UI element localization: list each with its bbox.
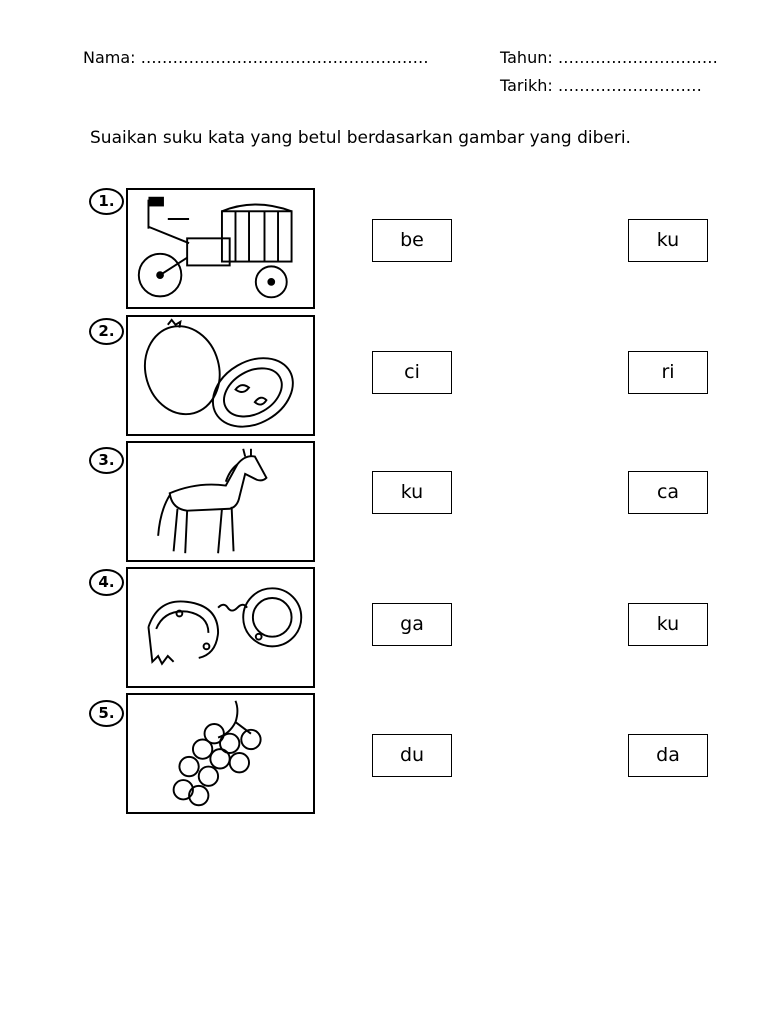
syllable-box-left: ga	[372, 603, 452, 646]
syllable-box-left: be	[372, 219, 452, 262]
question-number: 1.	[89, 188, 124, 215]
trishaw-illustration	[126, 188, 315, 309]
syllable-box-left: ci	[372, 351, 452, 394]
question-number: 2.	[89, 318, 124, 345]
syllable-box-right: ca	[628, 471, 708, 514]
horse-illustration	[126, 441, 315, 562]
date-field-label: Tarikh: ………………………	[500, 76, 702, 95]
syllable-box-left: ku	[372, 471, 452, 514]
syllable-box-right: da	[628, 734, 708, 777]
syllable-box-right: ku	[628, 603, 708, 646]
instruction-text: Suaikan suku kata yang betul berdasarkan gambar yang diberi.	[90, 128, 631, 148]
syllable-box-right: ku	[628, 219, 708, 262]
grapes-illustration	[126, 693, 315, 814]
name-field-label: Nama: ………………………………………………	[83, 48, 429, 67]
syllable-box-left: du	[372, 734, 452, 777]
question-number: 4.	[89, 569, 124, 596]
question-number: 3.	[89, 447, 124, 474]
sapodilla-fruit-illustration	[126, 315, 315, 436]
handcuffs-illustration	[126, 567, 315, 688]
syllable-box-right: ri	[628, 351, 708, 394]
year-field-label: Tahun: …………………………	[500, 48, 718, 67]
question-number: 5.	[89, 700, 124, 727]
